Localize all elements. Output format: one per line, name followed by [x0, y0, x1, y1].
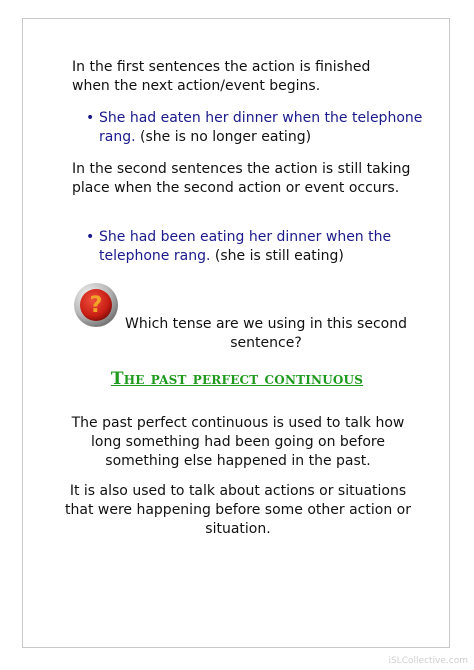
example-bullet-2 — [86, 228, 421, 266]
usage-paragraph-2: It is also used to talk about actions or situations that were happening before some other action or situation. — [65, 483, 411, 537]
section-heading: The past perfect continuous — [110, 369, 364, 389]
bullet-dot: • — [86, 110, 95, 126]
bullet-text — [86, 228, 421, 266]
example-bullet-1 — [86, 109, 426, 147]
question-text: Which tense are we using in this second sentence? — [125, 316, 407, 351]
example-sentence: She had been eating her dinner when the telephone rang. — [99, 229, 392, 264]
second-paragraph: In the second sentences the action is still taking place when the second action or event occurs. — [72, 161, 411, 196]
example-sentence: She had eaten her dinner when the telephone rang. — [99, 110, 423, 145]
example-note: (she is no longer eating) — [135, 129, 312, 145]
question-mark-icon — [73, 282, 119, 328]
bullet-text — [86, 109, 426, 147]
intro-paragraph: In the first sentences the action is finished when the next action/event begins. — [72, 59, 371, 94]
example-note: (she is still eating) — [210, 248, 344, 264]
usage-paragraph-1: The past perfect continuous is used to talk how long something had been going on before something else happened in the past. — [71, 415, 405, 469]
bullet-dot: • — [86, 229, 95, 245]
svg-text:?: ? — [89, 293, 103, 318]
watermark: iSLCollective.com — [388, 656, 468, 666]
worksheet-page — [22, 18, 450, 648]
